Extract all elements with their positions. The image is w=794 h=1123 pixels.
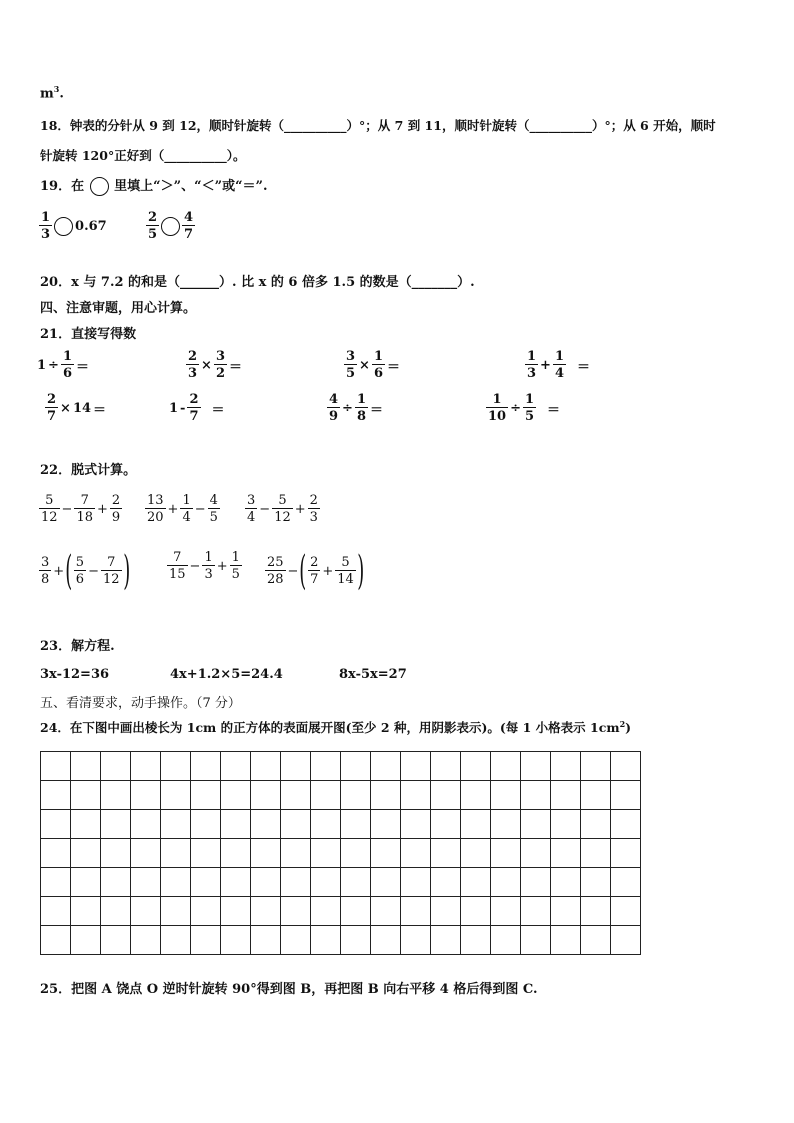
grid-cell[interactable] (191, 810, 221, 839)
question-19: 19．在 里填上“＞”、“＜”或“＝”. (40, 179, 268, 194)
grid-cell[interactable] (101, 897, 131, 926)
grid-cell[interactable] (251, 810, 281, 839)
grid-cell[interactable] (41, 926, 71, 955)
grid-cell[interactable] (341, 839, 371, 868)
grid-cell[interactable] (581, 752, 611, 781)
grid-cell[interactable] (461, 810, 491, 839)
grid-cell[interactable] (371, 926, 401, 955)
section-4-heading: 四、注意审题，用心计算。 (40, 301, 197, 316)
grid-cell[interactable] (581, 839, 611, 868)
grid-cell[interactable] (401, 926, 431, 955)
grid-cell[interactable] (551, 839, 581, 868)
grid-cell[interactable] (341, 926, 371, 955)
grid-cell[interactable] (371, 839, 401, 868)
grid-cell[interactable] (41, 897, 71, 926)
question-18-line1: 18．钟表的分针从 9 到 12，顺时针旋转（__________）°；从 7 到 11，顺时针旋转（__________）°；从 6 开始，顺时 (40, 118, 716, 133)
grid-cell[interactable] (611, 926, 641, 955)
grid-cell[interactable] (281, 897, 311, 926)
circle-icon (90, 177, 109, 196)
grid-cell[interactable] (131, 868, 161, 897)
grid-cell[interactable] (401, 897, 431, 926)
grid-cell[interactable] (281, 839, 311, 868)
grid-cell[interactable] (311, 868, 341, 897)
grid-cell[interactable] (161, 781, 191, 810)
calc-item: $\frac{1}{3}$ + $\frac{1}{4}$ ＝ (527, 349, 591, 381)
grid-cell[interactable] (521, 810, 551, 839)
grid-row (41, 752, 641, 781)
grid-cell[interactable] (461, 926, 491, 955)
grid-cell[interactable] (131, 752, 161, 781)
calc-item: $\frac{2}{3}$ × $\frac{3}{2}$ ＝ (188, 349, 243, 381)
grid-cell[interactable] (101, 926, 131, 955)
grid-cell[interactable] (611, 839, 641, 868)
grid-cell[interactable] (521, 839, 551, 868)
grid-cell[interactable] (431, 752, 461, 781)
grid-cell[interactable] (551, 926, 581, 955)
grid-cell[interactable] (251, 897, 281, 926)
grid-cell[interactable] (401, 781, 431, 810)
grid-cell[interactable] (161, 810, 191, 839)
grid-cell[interactable] (311, 752, 341, 781)
grid-cell[interactable] (461, 868, 491, 897)
calc-item: 1 ÷ $\frac{1}{6}$ ＝ (37, 349, 90, 381)
grid-cell[interactable] (191, 868, 221, 897)
grid-cell[interactable] (131, 781, 161, 810)
grid-cell[interactable] (71, 926, 101, 955)
grid-cell[interactable] (371, 752, 401, 781)
grid-cell[interactable] (431, 810, 461, 839)
grid-cell[interactable] (401, 810, 431, 839)
grid-cell[interactable] (491, 781, 521, 810)
grid-cell[interactable] (281, 781, 311, 810)
grid-cell[interactable] (491, 926, 521, 955)
grid-cell[interactable] (491, 868, 521, 897)
grid-cell[interactable] (221, 897, 251, 926)
question-25: 25．把图 A 饶点 O 逆时针旋转 90°得到图 B，再把图 B 向右平移 4 格后得到图 C. (40, 982, 538, 997)
grid-cell[interactable] (41, 810, 71, 839)
grid-cell[interactable] (431, 897, 461, 926)
question-23-title: 23．解方程. (40, 639, 115, 654)
grid-row (41, 926, 641, 955)
expr-3: $\frac{3}{4}$ − $\frac{5}{12}$ + $\frac{2}{3}$ (247, 493, 318, 525)
grid-cell[interactable] (41, 752, 71, 781)
grid-cell[interactable] (521, 926, 551, 955)
grid-cell[interactable] (551, 781, 581, 810)
circle-blank[interactable] (161, 217, 180, 236)
grid-cell[interactable] (251, 752, 281, 781)
grid-cell[interactable] (41, 781, 71, 810)
grid-cell[interactable] (131, 839, 161, 868)
question-22-title: 22．脱式计算。 (40, 463, 137, 478)
grid-cell[interactable] (311, 839, 341, 868)
grid-row (41, 839, 641, 868)
grid-row (41, 810, 641, 839)
expr-6: $\frac{25}{28}$ −( $\frac{2}{7}$ + $\frac{5}{14}$ ) (267, 548, 365, 594)
drawing-grid[interactable] (40, 751, 641, 955)
grid-cell[interactable] (221, 868, 251, 897)
grid-cell[interactable] (281, 752, 311, 781)
grid-cell[interactable] (461, 781, 491, 810)
grid-cell[interactable] (221, 752, 251, 781)
grid-cell[interactable] (131, 926, 161, 955)
grid-cell[interactable] (491, 897, 521, 926)
grid-cell[interactable] (371, 810, 401, 839)
grid-cell[interactable] (581, 868, 611, 897)
grid-cell[interactable] (161, 897, 191, 926)
grid-cell[interactable] (341, 868, 371, 897)
grid-cell[interactable] (71, 839, 101, 868)
grid-cell[interactable] (551, 752, 581, 781)
grid-cell[interactable] (161, 868, 191, 897)
grid-cell[interactable] (251, 926, 281, 955)
grid-cell[interactable] (491, 752, 521, 781)
grid-cell[interactable] (251, 781, 281, 810)
grid-cell[interactable] (71, 752, 101, 781)
equation-3: 8x-5x=27 (339, 667, 407, 682)
equation-2: 4x+1.2×5=24.4 (170, 667, 283, 682)
grid-cell[interactable] (191, 839, 221, 868)
grid-cell[interactable] (161, 839, 191, 868)
section-5-heading: 五、看清要求，动手操作。（7 分） (40, 696, 241, 711)
grid-cell[interactable] (611, 810, 641, 839)
grid-cell[interactable] (191, 926, 221, 955)
grid-cell[interactable] (431, 781, 461, 810)
grid-cell[interactable] (101, 839, 131, 868)
grid-cell[interactable] (41, 839, 71, 868)
grid-row (41, 868, 641, 897)
grid-cell[interactable] (101, 781, 131, 810)
grid-cell[interactable] (161, 752, 191, 781)
calc-item: $\frac{1}{10}$ ÷ $\frac{1}{5}$ ＝ (488, 392, 561, 424)
grid-cell[interactable] (491, 810, 521, 839)
grid-cell[interactable] (431, 868, 461, 897)
grid-cell[interactable] (41, 868, 71, 897)
question-24: 24．在下图中画出棱长为 1cm 的正方体的表面展开图(至少 2 种，用阴影表示)。(每 1 小格表示 $1cm^2$) (40, 718, 632, 735)
grid-cell[interactable] (371, 781, 401, 810)
grid-cell[interactable] (221, 810, 251, 839)
grid-cell[interactable] (101, 810, 131, 839)
grid-cell[interactable] (401, 752, 431, 781)
circle-blank[interactable] (54, 217, 73, 236)
grid-cell[interactable] (521, 781, 551, 810)
grid-cell[interactable] (281, 868, 311, 897)
expr-5: $\frac{7}{15}$ − $\frac{1}{3}$ + $\frac{1}{5}$ (169, 550, 240, 582)
grid-cell[interactable] (71, 810, 101, 839)
grid-cell[interactable] (461, 839, 491, 868)
grid-cell[interactable] (521, 752, 551, 781)
grid-cell[interactable] (71, 897, 101, 926)
grid-cell[interactable] (281, 926, 311, 955)
grid-cell[interactable] (581, 781, 611, 810)
grid-cell[interactable] (131, 897, 161, 926)
grid-cell[interactable] (551, 897, 581, 926)
expr-4: $\frac{3}{8}$ +( $\frac{5}{6}$ − $\frac{7}{12}$ ) (41, 548, 130, 594)
grid-cell[interactable] (521, 897, 551, 926)
grid-cell[interactable] (311, 926, 341, 955)
grid-cell[interactable] (281, 810, 311, 839)
grid-cell[interactable] (251, 868, 281, 897)
grid-cell[interactable] (221, 839, 251, 868)
grid-cell[interactable] (611, 868, 641, 897)
calc-item: $\frac{3}{5}$ × $\frac{1}{6}$ ＝ (346, 349, 401, 381)
grid-cell[interactable] (581, 897, 611, 926)
grid-cell[interactable] (551, 868, 581, 897)
grid-cell[interactable] (311, 781, 341, 810)
grid-cell[interactable] (131, 810, 161, 839)
grid-cell[interactable] (461, 752, 491, 781)
grid-cell[interactable] (371, 897, 401, 926)
calc-item: 1 - $\frac{2}{7}$ ＝ (169, 392, 225, 424)
grid-cell[interactable] (461, 897, 491, 926)
grid-cell[interactable] (341, 897, 371, 926)
grid-cell[interactable] (311, 897, 341, 926)
grid-cell[interactable] (551, 810, 581, 839)
question-18-line2: 针旋转 120°正好到（__________）。 (40, 148, 246, 163)
grid-cell[interactable] (401, 839, 431, 868)
question-21-title: 21．直接写得数 (40, 327, 137, 342)
grid-cell[interactable] (191, 781, 221, 810)
compare-a: $\frac{1}{3}$ 0.67 (41, 210, 107, 242)
grid-cell[interactable] (341, 752, 371, 781)
grid-cell[interactable] (611, 752, 641, 781)
expr-2: $\frac{13}{20}$ + $\frac{1}{4}$ − $\frac{4}{5}$ (147, 493, 218, 525)
grid-cell[interactable] (401, 868, 431, 897)
grid-row (41, 781, 641, 810)
grid-cell[interactable] (191, 752, 221, 781)
grid-cell[interactable] (581, 926, 611, 955)
grid-cell[interactable] (581, 810, 611, 839)
grid-cell[interactable] (341, 810, 371, 839)
grid-cell[interactable] (311, 810, 341, 839)
expr-1: $\frac{5}{12}$ − $\frac{7}{18}$ + $\frac{2}{9}$ (41, 493, 121, 525)
grid-cell[interactable] (101, 752, 131, 781)
grid-cell[interactable] (221, 926, 251, 955)
grid-cell[interactable] (341, 781, 371, 810)
grid-cell[interactable] (431, 839, 461, 868)
grid-cell[interactable] (251, 839, 281, 868)
equation-1: 3x-12=36 (40, 667, 110, 682)
grid-cell[interactable] (191, 897, 221, 926)
grid-cell[interactable] (71, 781, 101, 810)
grid-cell[interactable] (431, 926, 461, 955)
calc-item: $\frac{4}{9}$ ÷ $\frac{1}{8}$ ＝ (329, 392, 384, 424)
grid-cell[interactable] (611, 781, 641, 810)
grid-cell[interactable] (71, 868, 101, 897)
compare-b: $\frac{2}{5}$ $\frac{4}{7}$ (148, 210, 194, 242)
unit-fragment: $m^3$. (40, 84, 64, 102)
grid-cell[interactable] (221, 781, 251, 810)
grid-cell[interactable] (521, 868, 551, 897)
grid-row (41, 897, 641, 926)
grid-cell[interactable] (611, 897, 641, 926)
grid-cell[interactable] (161, 926, 191, 955)
question-20: 20．x 与 7.2 的和是（______）. 比 x 的 6 倍多 1.5 的数是（_______）. (40, 275, 475, 290)
grid-cell[interactable] (491, 839, 521, 868)
grid-cell[interactable] (101, 868, 131, 897)
grid-cell[interactable] (371, 868, 401, 897)
calc-item: $\frac{2}{7}$ × 14 ＝ (47, 392, 107, 424)
